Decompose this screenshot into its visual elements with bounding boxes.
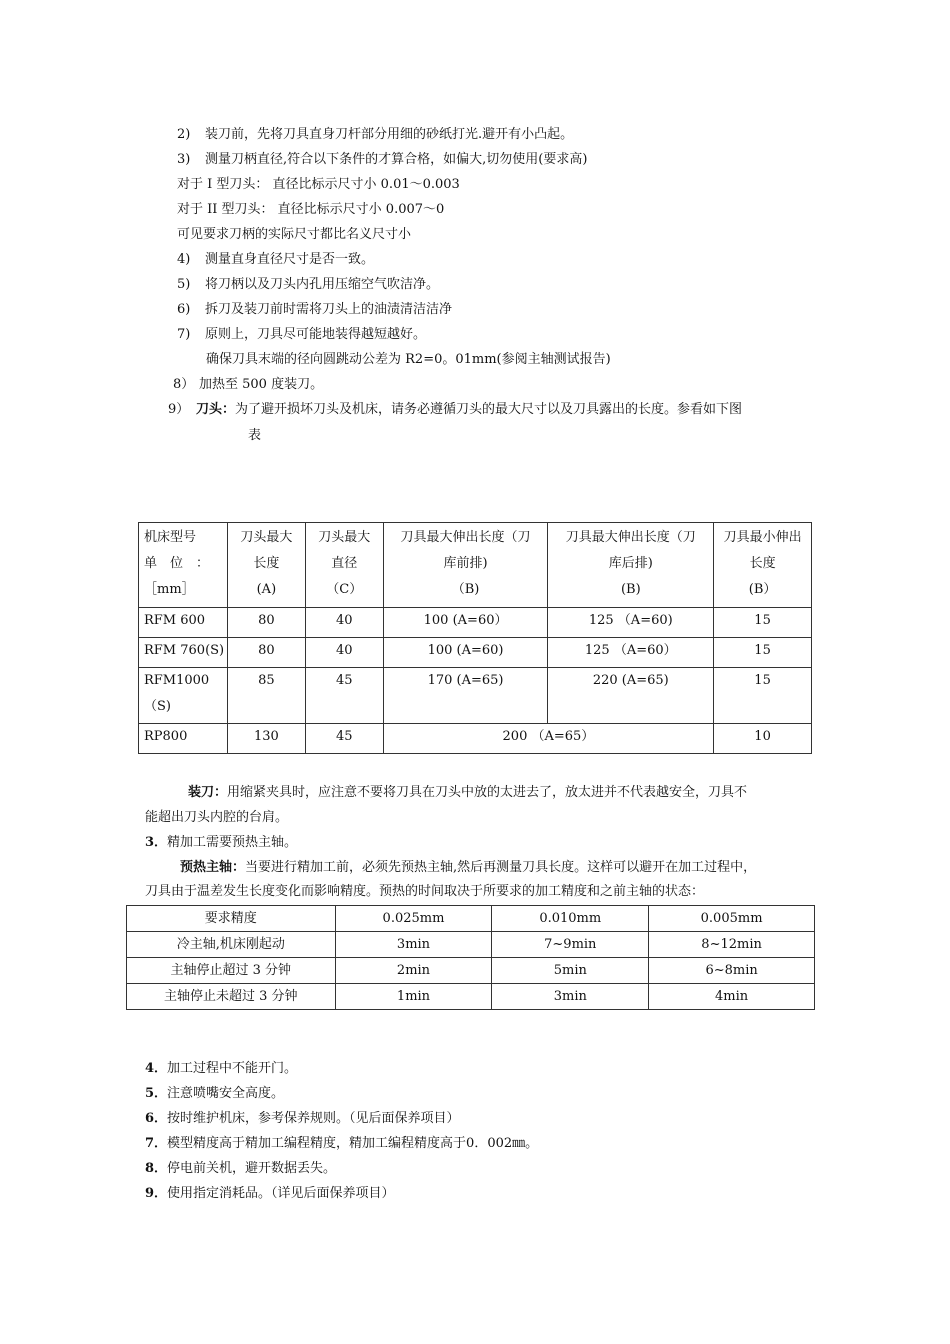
header-cell-front-extension	[383, 523, 548, 608]
step-text: 拆刀及装刀前时需将刀头上的油渍清洁洁净	[205, 302, 453, 317]
item-number: 4．	[145, 1061, 168, 1076]
table-row	[127, 932, 815, 958]
item-number: 6．	[145, 1111, 168, 1126]
table-cell: 7~9min	[492, 932, 649, 958]
item-text: 注意喷嘴安全高度。	[167, 1086, 285, 1101]
table-row	[139, 668, 812, 724]
step-number: 6)	[177, 302, 191, 317]
item-text: 模型精度高于精加工编程精度，精加工编程精度高于0．002㎜。	[167, 1136, 539, 1151]
table-row	[139, 608, 812, 638]
header-line: (A)	[256, 582, 277, 597]
table-cell: 冷主轴,机床刚起动	[127, 932, 336, 958]
table-row	[127, 958, 815, 984]
item-9	[145, 1186, 395, 1202]
tolerance-line: 对于 II 型刀头： 直径比标示尺寸小 0.007～0	[177, 202, 445, 217]
header-line: (B)	[620, 582, 641, 597]
table-cell: 2min	[335, 958, 492, 984]
cell-diameter: 45	[305, 724, 383, 754]
item-8	[145, 1161, 336, 1177]
step-3	[177, 152, 587, 168]
header-cell: 要求精度	[127, 906, 336, 932]
cell-back: 125 （A=60)	[548, 608, 714, 638]
header-line: 单 位 ：	[144, 556, 210, 571]
cell-min: 15	[714, 608, 812, 638]
cell-model: RP800	[139, 724, 228, 754]
tool-dimension-table	[138, 522, 812, 754]
item-7	[145, 1136, 538, 1152]
runout-line: 确保刀具末端的径向圆跳动公差为 R2=0。01mm(参阅主轴测试报告)	[206, 352, 611, 367]
item-number: 9．	[145, 1186, 168, 1201]
install-note-cont: 能超出刀头内腔的台肩。	[145, 810, 289, 825]
cell-min: 10	[714, 724, 812, 754]
item-number: 8．	[145, 1161, 168, 1176]
step-text: 加热至 500 度装刀。	[199, 377, 324, 392]
step-text: 测量刀柄直径,符合以下条件的才算合格，如偏大,切勿使用(要求高)	[205, 152, 588, 167]
table-cell: 8~12min	[649, 932, 815, 958]
header-line: 刀具最小伸出	[723, 530, 802, 545]
cell-length: 80	[227, 608, 305, 638]
header-cell-length	[227, 523, 305, 608]
step-text: 装刀前，先将刀具直身刀杆部分用细的砂纸打光.避开有小凸起。	[205, 127, 574, 142]
header-line: 刀头最大	[240, 530, 293, 545]
item-4	[145, 1061, 297, 1077]
table-cell: 1min	[335, 984, 492, 1010]
header-line: 机床型号	[144, 530, 197, 545]
table-cell: 3min	[335, 932, 492, 958]
preheat-note-cont: 刀具由于温差发生长度变化而影响精度。预热的时间取决于所要求的加工精度和之前主轴的状态：	[145, 884, 705, 899]
cell-length: 130	[227, 724, 305, 754]
header-line: 长度	[749, 556, 776, 571]
tolerance-line: 对于 I 型刀头： 直径比标示尺寸小 0.01～0.003	[177, 177, 460, 192]
table-header-row	[139, 523, 812, 608]
item-number: 3．	[145, 835, 168, 850]
table-row	[139, 724, 812, 754]
cell-min: 15	[714, 668, 812, 724]
table-cell: 4min	[649, 984, 815, 1010]
item-number: 7．	[145, 1136, 168, 1151]
item-text: 加工过程中不能开门。	[167, 1061, 298, 1076]
cell-front: 100 (A=60)	[383, 638, 548, 668]
cell-model: RFM1000 （S)	[139, 668, 228, 724]
step-2	[177, 127, 573, 143]
step-9-continuation: 表	[248, 428, 262, 443]
table-cell: 6~8min	[649, 958, 815, 984]
header-line: 库后排)	[608, 556, 653, 571]
header-cell-model	[139, 523, 228, 608]
table-row	[127, 984, 815, 1010]
cell-model: RFM 760(S)	[139, 638, 228, 668]
step-8	[173, 377, 323, 393]
item-number: 5．	[145, 1086, 168, 1101]
preheat-note-label: 预热主轴：	[180, 860, 246, 875]
header-cell-min-extension	[714, 523, 812, 608]
header-line: （C）	[326, 582, 363, 597]
step-text: 将刀柄以及刀头内孔用压缩空气吹洁净。	[205, 277, 440, 292]
item-text: 精加工需要预热主轴。	[167, 835, 298, 850]
header-cell-back-extension	[548, 523, 714, 608]
cell-diameter: 40	[305, 608, 383, 638]
install-note-label: 装刀：	[188, 785, 228, 800]
install-note	[188, 785, 747, 801]
header-line: （B)	[451, 582, 480, 597]
cell-length: 85	[227, 668, 305, 724]
header-cell: 0.005mm	[649, 906, 815, 932]
cell-model: RFM 600	[139, 608, 228, 638]
cell-back: 220 (A=65)	[548, 668, 714, 724]
header-line: 长度	[253, 556, 280, 571]
item-text: 使用指定消耗品。（详见后面保养项目）	[167, 1186, 395, 1201]
preheat-note	[180, 860, 756, 876]
cell-length: 80	[227, 638, 305, 668]
step-number: 8）	[173, 377, 195, 392]
header-line: 刀头最大	[318, 530, 371, 545]
step-5	[177, 277, 439, 293]
item-3	[145, 835, 297, 851]
table-header-row	[127, 906, 815, 932]
cell-back: 125 （A=60）	[548, 638, 714, 668]
preheat-note-text: 当要进行精加工前，必须先预热主轴,然后再测量刀具长度。这样可以避开在加工过程中，	[245, 860, 757, 875]
cell-merged-extension: 200 （A=65）	[383, 724, 713, 754]
table-cell: 3min	[492, 984, 649, 1010]
header-line: 直径	[331, 556, 358, 571]
item-text: 按时维护机床，参考保养规则。（见后面保养项目）	[167, 1111, 460, 1126]
header-cell: 0.010mm	[492, 906, 649, 932]
step-number: 9）	[168, 402, 190, 417]
step-label: 刀头：	[196, 402, 236, 417]
step-text: 为了避开损坏刀头及机床，请务必遵循刀头的最大尺寸以及刀具露出的长度。参看如下图	[235, 402, 743, 417]
step-7	[177, 327, 426, 343]
preheat-time-table	[126, 905, 815, 1010]
step-number: 4)	[177, 252, 191, 267]
header-line: ［mm］	[144, 582, 195, 597]
step-4	[177, 252, 374, 268]
item-6	[145, 1111, 460, 1127]
table-cell: 主轴停止超过 3 分钟	[127, 958, 336, 984]
step-number: 5)	[177, 277, 191, 292]
step-number: 2)	[177, 127, 191, 142]
header-line: 库前排)	[443, 556, 488, 571]
item-text: 停电前关机，避开数据丢失。	[167, 1161, 337, 1176]
item-5	[145, 1086, 284, 1102]
header-line: 刀具最大伸出长度（刀	[400, 530, 531, 545]
step-text: 原则上，刀具尽可能地装得越短越好。	[205, 327, 427, 342]
header-line: 刀具最大伸出长度（刀	[565, 530, 696, 545]
cell-diameter: 45	[305, 668, 383, 724]
step-9	[168, 402, 742, 418]
header-line: (B）	[748, 582, 777, 597]
step-number: 7)	[177, 327, 191, 342]
table-cell: 主轴停止未超过 3 分钟	[127, 984, 336, 1010]
cell-min: 15	[714, 638, 812, 668]
table-cell: 5min	[492, 958, 649, 984]
cell-front: 100 (A=60）	[383, 608, 548, 638]
header-cell: 0.025mm	[335, 906, 492, 932]
step-number: 3)	[177, 152, 191, 167]
cell-diameter: 40	[305, 638, 383, 668]
tolerance-line: 可见要求刀柄的实际尺寸都比名义尺寸小	[177, 227, 412, 242]
step-text: 测量直身直径尺寸是否一致。	[205, 252, 375, 267]
step-6	[177, 302, 452, 318]
table-row	[139, 638, 812, 668]
install-note-text: 用缩紧夹具时，应注意不要将刀具在刀头中放的太进去了，放太进并不代表越安全，刀具不	[227, 785, 748, 800]
cell-front: 170 (A=65)	[383, 668, 548, 724]
header-cell-diameter	[305, 523, 383, 608]
